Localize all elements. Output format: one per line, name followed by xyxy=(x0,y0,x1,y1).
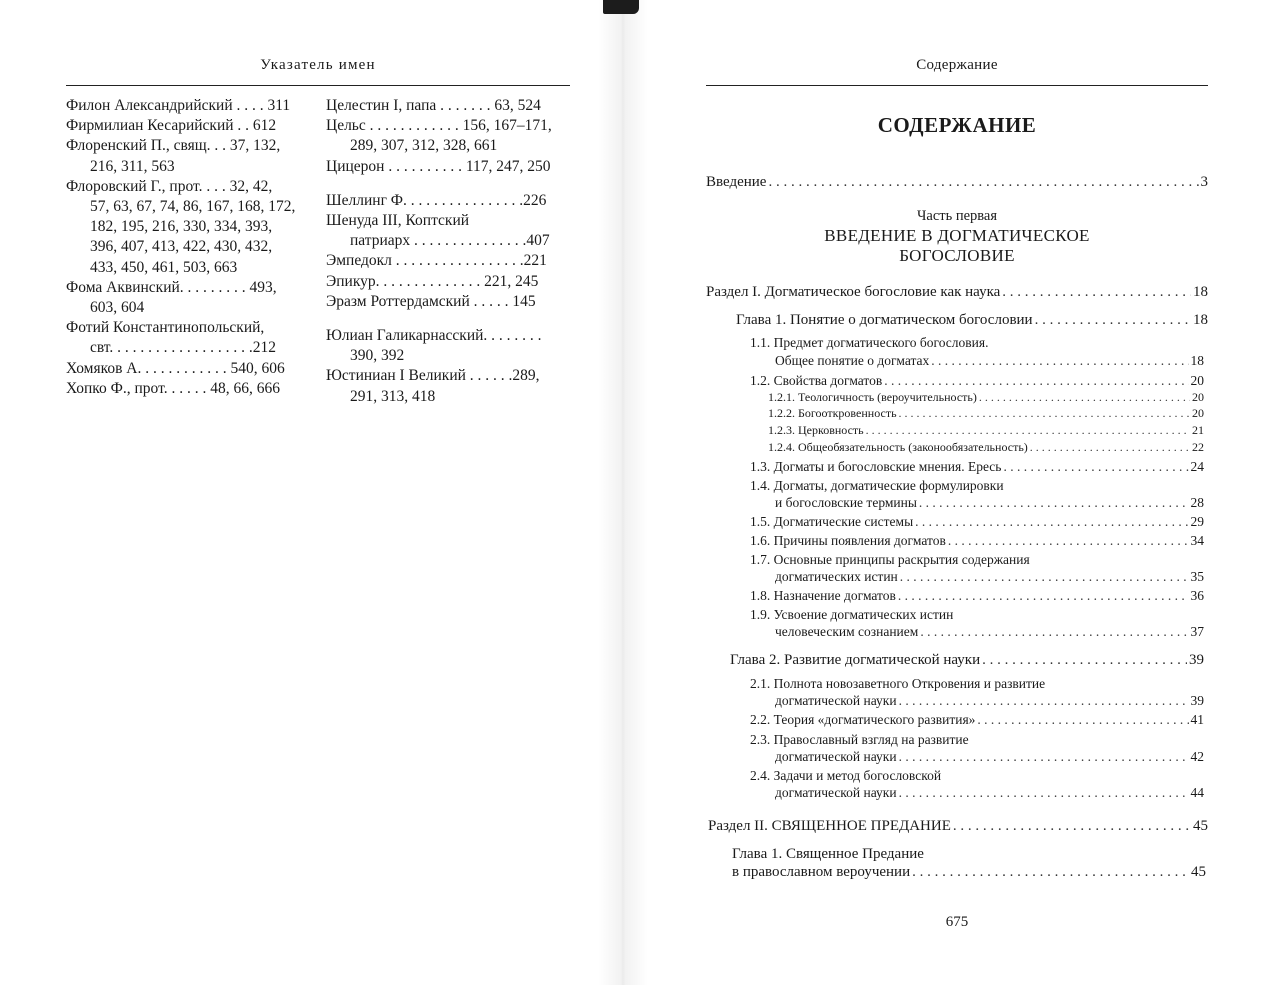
toc-entry xyxy=(775,624,1204,640)
toc-leader xyxy=(899,785,1189,801)
toc-entry-page: 35 xyxy=(1190,569,1204,584)
toc-entry-page: 29 xyxy=(1190,514,1204,529)
left-running-header: Указатель имен xyxy=(260,57,376,73)
toc-entry xyxy=(775,749,1204,765)
toc-entry-page: 39 xyxy=(1189,652,1204,668)
index-entry-continuation: 396, 407, 413, 422, 430, 432, xyxy=(90,238,273,256)
index-entry xyxy=(326,251,569,271)
index-entry xyxy=(326,366,569,406)
toc-leader xyxy=(1002,284,1191,301)
toc-entry xyxy=(750,514,1204,530)
toc-entry xyxy=(730,652,1204,669)
index-entry xyxy=(66,379,308,399)
index-entry xyxy=(326,272,569,292)
toc-entry-first-line: 1.1. Предмет догматического богословия. xyxy=(750,335,989,350)
toc-entry-page: 18 xyxy=(1193,284,1208,300)
toc-entry-text: 1.2.1. Теологичность (вероучительность) xyxy=(768,390,977,404)
index-entry-continuation: 390, 392 xyxy=(350,347,405,365)
index-entry-continuation: 182, 195, 216, 330, 334, 393, xyxy=(90,218,273,236)
toc-entry xyxy=(775,353,1204,369)
toc-entry-page: 24 xyxy=(1190,459,1204,474)
toc-entry-page: 36 xyxy=(1190,588,1204,603)
index-entry-line: Юстиниан I Великий . . . . . .289, xyxy=(326,367,540,385)
toc-entry-page: 44 xyxy=(1190,785,1204,800)
toc-leader xyxy=(912,864,1189,881)
toc-entry-text: Глава 2. Развитие догматической науки xyxy=(730,652,981,668)
toc-leader xyxy=(931,353,1188,369)
toc-entry-page: 37 xyxy=(1190,624,1204,639)
toc-entry-first-line: 1.4. Догматы, догматические формулировки xyxy=(750,478,1004,493)
index-entry-line: Хомяков А. . . . . . . . . . . . 540, 606 xyxy=(66,359,285,377)
toc-entry-text: человеческим сознанием xyxy=(775,624,919,639)
toc-leader xyxy=(919,495,1189,511)
index-entry-line: Шенуда III, Коптский xyxy=(326,212,470,230)
toc-entry-text: Раздел I. Догматическое богословие как наука xyxy=(706,284,1001,300)
toc-entry-page: 42 xyxy=(1190,749,1204,764)
toc-leader xyxy=(899,693,1189,709)
toc-entry-text: 1.5. Догматические системы xyxy=(750,514,914,529)
index-entry xyxy=(326,292,569,312)
index-entry-line: Юлиан Галикарнасский. . . . . . . . xyxy=(326,327,542,345)
toc-leader xyxy=(899,406,1190,421)
toc-entry-page: 34 xyxy=(1190,533,1204,548)
index-entry-line: Хопко Ф., прот. . . . . . 48, 66, 666 xyxy=(66,379,280,397)
index-entry xyxy=(326,211,569,251)
toc-entry xyxy=(750,459,1204,475)
index-entry xyxy=(66,359,308,379)
index-entry-line: Эразм Роттердамский . . . . . 145 xyxy=(326,292,536,310)
index-entry-continuation: свт. . . . . . . . . . . . . . . . . . .212 xyxy=(90,339,277,357)
index-entry-line: Эпикур. . . . . . . . . . . . . . 221, 245 xyxy=(326,272,539,290)
index-entry-continuation: 433, 450, 461, 503, 663 xyxy=(90,258,238,276)
toc-entry-text: Раздел II. СВЯЩЕННОЕ ПРЕДАНИЕ xyxy=(708,818,951,834)
index-entry xyxy=(326,326,569,366)
toc-leader xyxy=(1003,459,1188,475)
toc-leader xyxy=(768,174,1198,191)
toc-entry-first-line: 2.1. Полнота новозаветного Откровения и развитие xyxy=(750,676,1046,691)
toc-entry xyxy=(775,569,1204,585)
scan-edge xyxy=(603,0,639,14)
index-entry xyxy=(66,278,308,318)
index-entry xyxy=(66,96,308,116)
toc-entry xyxy=(768,423,1204,438)
index-entry-line: Филон Александрийский . . . . 311 xyxy=(66,97,291,114)
toc-entry-first-line: 2.4. Задачи и метод богословской xyxy=(750,768,942,783)
toc-leader xyxy=(866,423,1190,438)
toc-entry-page: 18 xyxy=(1190,353,1204,368)
index-entry-line: Целестин I, папа . . . . . . . 63, 524 xyxy=(326,97,541,114)
toc-entry-intro xyxy=(706,174,1208,191)
toc-leader xyxy=(1035,312,1191,329)
toc-entry-text: Введение xyxy=(706,174,767,190)
toc-entry-page: 21 xyxy=(1192,423,1204,437)
right-running-header: Содержание xyxy=(916,57,998,73)
index-entry-line: Флоровский Г., прот. . . . 32, 42, xyxy=(66,177,273,195)
toc-entry-page: 45 xyxy=(1193,818,1208,834)
toc-entry xyxy=(708,818,1208,835)
toc-entry-text: 1.2.4. Общеобязательность (законообязательность) xyxy=(768,440,1028,454)
book-gutter xyxy=(598,0,648,985)
toc-entry-page: 20 xyxy=(1190,373,1204,388)
index-entry-line: Фотий Константинопольский, xyxy=(66,319,265,337)
index-entry xyxy=(66,136,308,176)
toc-entry xyxy=(775,495,1204,511)
left-header-rule xyxy=(66,85,570,86)
toc-leader xyxy=(948,533,1189,549)
toc-entry-text: 1.2.3. Церковность xyxy=(768,423,864,437)
part-label: Часть первая xyxy=(916,208,998,224)
right-header-rule xyxy=(706,85,1208,86)
toc-entry-text: 1.2. Свойства догматов xyxy=(750,373,883,388)
index-entry xyxy=(66,318,308,358)
index-entry-continuation: 57, 63, 67, 74, 86, 167, 168, 172, xyxy=(90,198,296,216)
toc-entry-text: 1.3. Догматы и богословские мнения. Ересь xyxy=(750,459,1002,474)
toc-leader xyxy=(900,569,1189,585)
toc-entry-page: 22 xyxy=(1192,440,1204,454)
index-entry-line: Цицерон . . . . . . . . . . 117, 247, 250 xyxy=(326,157,551,175)
toc-entry-text: и богословские термины xyxy=(775,495,917,510)
toc-entry-text: Общее понятие о догматах xyxy=(775,353,930,368)
toc-leader xyxy=(953,818,1191,835)
index-entry-continuation: патриарх . . . . . . . . . . . . . . .407 xyxy=(350,232,550,250)
toc-entry-text: Глава 1. Понятие о догматическом богословии xyxy=(736,312,1033,328)
toc-leader xyxy=(977,712,1188,728)
index-entry xyxy=(66,177,308,278)
index-column-2 xyxy=(326,96,569,407)
toc-entry-text: догматической науки xyxy=(775,785,897,800)
index-entry xyxy=(326,157,569,177)
toc-leader xyxy=(884,373,1188,389)
toc-entry xyxy=(750,712,1204,728)
part-title-line-2: БОГОСЛОВИЕ xyxy=(899,246,1015,265)
toc-entry-page: 41 xyxy=(1190,712,1204,727)
toc-entry-page: 3 xyxy=(1200,174,1208,190)
index-entry-continuation: 289, 307, 312, 328, 661 xyxy=(350,137,498,155)
index-entry-continuation: 216, 311, 563 xyxy=(90,157,175,175)
index-letter-gap xyxy=(326,312,569,326)
toc-entry-text: 1.8. Назначение догматов xyxy=(750,588,896,603)
index-entry xyxy=(326,191,569,211)
toc-entry-text: догматических истин xyxy=(775,569,898,584)
toc-leader xyxy=(915,514,1188,530)
part-title-line-1: ВВЕДЕНИЕ В ДОГМАТИЧЕСКОЕ xyxy=(824,226,1090,245)
toc-leader xyxy=(982,652,1187,669)
toc-entry xyxy=(775,785,1204,801)
toc-entry-first-line: 1.9. Усвоение догматических истин xyxy=(750,607,954,622)
toc-leader xyxy=(979,390,1190,405)
toc-entry xyxy=(768,440,1204,455)
toc-entry xyxy=(750,588,1204,604)
toc-entry xyxy=(736,312,1208,329)
toc-entry-page: 45 xyxy=(1191,864,1206,880)
toc-leader xyxy=(898,588,1189,604)
toc-entry-first-line: 1.7. Основные принципы раскрытия содержания xyxy=(750,552,1030,567)
index-entry-line: Фома Аквинский. . . . . . . . . 493, xyxy=(66,278,277,296)
toc-entry-page: 20 xyxy=(1192,406,1204,420)
index-entry xyxy=(66,116,308,136)
index-entry-line: Цельс . . . . . . . . . . . . 156, 167–171, xyxy=(326,117,552,135)
toc-entry-text: догматической науки xyxy=(775,749,897,764)
toc-entry xyxy=(768,390,1204,405)
toc-entry xyxy=(706,284,1208,301)
toc-leader xyxy=(920,624,1188,640)
toc-entry-page: 20 xyxy=(1192,390,1204,404)
toc-entry-first-line: Глава 1. Священное Предание xyxy=(732,846,924,862)
toc-entry-page: 39 xyxy=(1190,693,1204,708)
toc-entry-text: 1.6. Причины появления догматов xyxy=(750,533,946,548)
toc-title: СОДЕРЖАНИЕ xyxy=(877,113,1037,137)
toc-entry xyxy=(768,406,1204,421)
toc-entry xyxy=(732,864,1206,881)
toc-leader xyxy=(1030,440,1190,455)
index-entry xyxy=(326,96,569,116)
toc-entry-page: 18 xyxy=(1193,312,1208,328)
index-column-1 xyxy=(66,96,308,399)
toc-entry-text: в православном вероучении xyxy=(732,864,911,880)
index-entry-line: Шеллинг Ф. . . . . . . . . . . . . . . .226 xyxy=(326,191,547,209)
toc-entry-page: 28 xyxy=(1190,495,1204,510)
index-letter-gap xyxy=(326,177,569,191)
toc-entry-text: догматической науки xyxy=(775,693,897,708)
toc-entry-first-line: 2.3. Православный взгляд на развитие xyxy=(750,732,969,747)
toc-entry-text: 2.2. Теория «догматического развития» xyxy=(750,712,976,727)
index-entry-continuation: 291, 313, 418 xyxy=(350,387,436,405)
index-entry-line: Эмпедокл . . . . . . . . . . . . . . . . .221 xyxy=(326,252,547,270)
index-entry-line: Флоренский П., свящ. . . 37, 132, xyxy=(66,137,281,155)
toc-entry xyxy=(750,533,1204,549)
index-entry-line: Фирмилиан Кесарийский . . 612 xyxy=(66,117,277,135)
index-entry-continuation: 603, 604 xyxy=(90,299,145,317)
toc-entry xyxy=(775,693,1204,709)
page-number: 675 xyxy=(945,914,969,930)
toc-entry xyxy=(750,373,1204,389)
toc-entry-text: 1.2.2. Богооткровенность xyxy=(768,406,897,420)
toc-leader xyxy=(899,749,1189,765)
index-entry xyxy=(326,116,569,156)
